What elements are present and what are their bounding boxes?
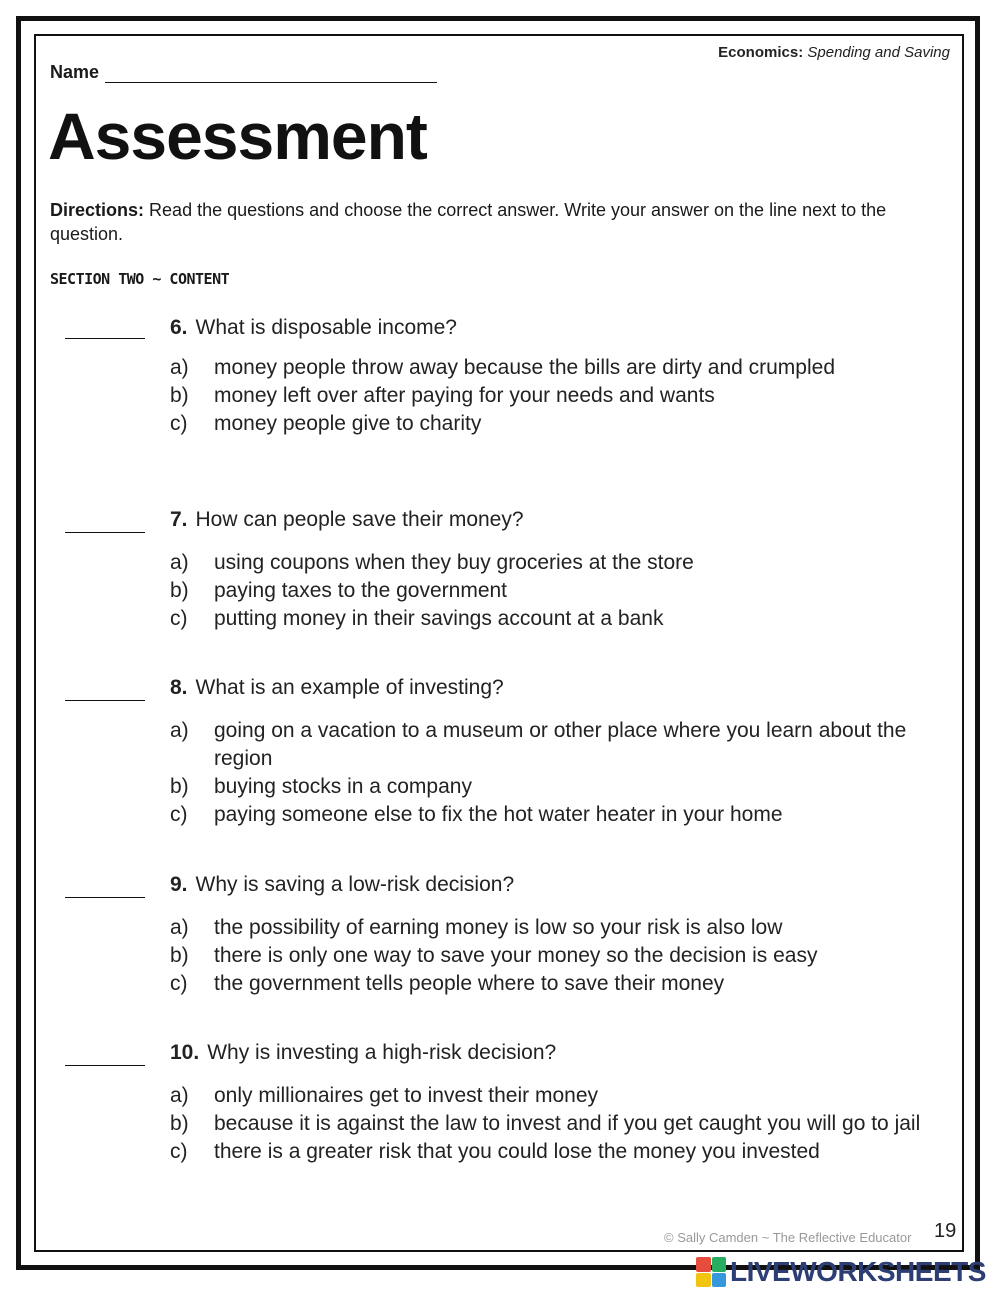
option-list [170, 354, 940, 438]
option-a[interactable]: a) only millionaires get to invest their money [170, 1084, 599, 1107]
option-c[interactable]: c) putting money in their savings account at a bank [170, 607, 664, 630]
option-list [170, 549, 940, 633]
option-c[interactable]: c) there is a greater risk that you could lose the money you invested [170, 1140, 820, 1163]
option-b[interactable]: b) paying taxes to the government [170, 579, 508, 602]
question-number: 6. [170, 316, 188, 339]
question-text [170, 873, 514, 897]
footer-credit: © Sally Camden ~ The Reflective Educator [664, 1230, 912, 1245]
question-text [170, 1041, 556, 1065]
option-list [170, 914, 940, 998]
question-number: 8. [170, 676, 188, 699]
option-b[interactable]: b) buying stocks in a company [170, 775, 472, 798]
answer-blank-8[interactable] [65, 700, 145, 701]
page-number: 19 [934, 1220, 957, 1242]
name-field[interactable] [105, 64, 437, 83]
question-prompt: What is an example of investing? [195, 676, 504, 699]
option-a[interactable]: a) money people throw away because the bills are dirty and crumpled [170, 356, 836, 379]
question-prompt: What is disposable income? [195, 316, 457, 339]
subject-category: Economics: [718, 44, 804, 61]
option-list [170, 717, 940, 829]
question-text [170, 316, 457, 340]
question-number: 9. [170, 873, 188, 896]
answer-blank-10[interactable] [65, 1065, 145, 1066]
option-c[interactable]: c) money people give to charity [170, 412, 482, 435]
directions-text: Read the questions and choose the correct answer. Write your answer on the line next to the question. [50, 200, 887, 244]
option-c[interactable]: c) the government tells people where to save their money [170, 972, 725, 995]
question-number: 7. [170, 508, 188, 531]
option-a[interactable]: a) going on a vacation to a museum or other place where you learn about the region [170, 719, 907, 770]
name-row [50, 62, 437, 83]
option-list [170, 1082, 940, 1166]
subject-topic: Spending and Saving [807, 44, 950, 61]
name-label: Name [50, 62, 100, 82]
section-heading: SECTION TWO ~ CONTENT [50, 270, 230, 288]
option-b[interactable]: b) because it is against the law to invest and if you get caught you will go to jail [170, 1112, 921, 1135]
liveworksheets-logo-icon [696, 1257, 726, 1287]
answer-blank-7[interactable] [65, 532, 145, 533]
question-prompt: How can people save their money? [195, 508, 524, 531]
directions-label: Directions: [50, 200, 145, 220]
liveworksheets-watermark [696, 1256, 986, 1288]
directions [50, 198, 940, 246]
question-text [170, 508, 524, 532]
watermark-text: LIVEWORKSHEETS [730, 1256, 986, 1287]
question-text [170, 676, 504, 700]
question-prompt: Why is saving a low-risk decision? [195, 873, 515, 896]
answer-blank-6[interactable] [65, 338, 145, 339]
page-title: Assessment [48, 99, 427, 173]
option-c[interactable]: c) paying someone else to fix the hot water heater in your home [170, 803, 783, 826]
option-b[interactable]: b) there is only one way to save your money so the decision is easy [170, 944, 818, 967]
option-a[interactable]: a) the possibility of earning money is low so your risk is also low [170, 916, 783, 939]
answer-blank-9[interactable] [65, 897, 145, 898]
question-prompt: Why is investing a high-risk decision? [207, 1041, 557, 1064]
option-b[interactable]: b) money left over after paying for your needs and wants [170, 384, 715, 407]
subject-label [718, 44, 950, 61]
question-number: 10. [170, 1041, 200, 1064]
option-a[interactable]: a) using coupons when they buy groceries at the store [170, 551, 694, 574]
